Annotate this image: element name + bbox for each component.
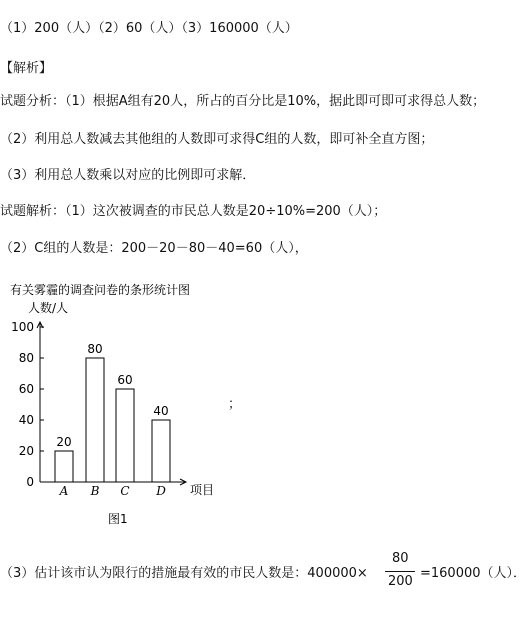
category-label: D [156,484,166,498]
bar-B [86,358,104,482]
solution-step-2: （2）C组的人数是：200－20－80－40=60（人）， [0,241,308,256]
y-tick-label: 100 [11,320,34,334]
bar-chart [0,282,240,532]
semicolon: ； [228,397,242,412]
y-tick-label: 40 [18,413,34,427]
bar-value-label: 80 [87,342,103,356]
bar-value-label: 40 [153,404,169,418]
x-axis-label: 项目 [190,483,215,497]
analysis-step-2: （2）利用总人数减去其他组的人数即可求得C组的人数，即可补全直方图； [0,132,434,147]
fraction-numerator: 80 [392,551,409,566]
category-label: A [59,484,69,498]
bar-A [55,451,73,482]
answer-line: （1）200（人）（2）60（人）（3）160000（人） [0,21,298,36]
category-label: B [90,484,100,498]
chart-title: 有关雾霾的调查问卷的条形统计图 [10,283,191,297]
bar-value-label: 60 [117,373,133,387]
y-tick-label: 60 [18,382,34,396]
bar-chart-figure [0,282,240,532]
analysis-header: 【解析】 [0,61,53,76]
analysis-step-3: （3）利用总人数乘以对应的比例即可求解． [0,168,256,183]
figure-caption: 图1 [108,512,128,526]
fraction-bar [385,571,415,572]
bar-C [116,389,134,482]
bar-value-label: 20 [56,435,72,449]
bar-D [152,420,170,482]
analysis-step-1: 试题分析：（1）根据A组有20人，所占的百分比是10%，据此即可即可求得总人数； [0,94,486,109]
y-tick-label: 80 [18,351,34,365]
final-step-prefix: （3）估计该市认为限行的措施最有效的市民人数是：400000× [0,566,368,581]
fraction-denominator: 200 [388,574,413,589]
final-step-suffix: =160000（人）． [420,566,526,581]
y-axis-label: 人数/人 [28,301,69,315]
y-tick-label: 0 [26,475,34,489]
category-label: C [120,484,130,498]
y-tick-label: 20 [18,444,34,458]
solution-step-1: 试题解析：（1）这次被调查的市民总人数是20÷10%=200（人）； [0,204,387,219]
